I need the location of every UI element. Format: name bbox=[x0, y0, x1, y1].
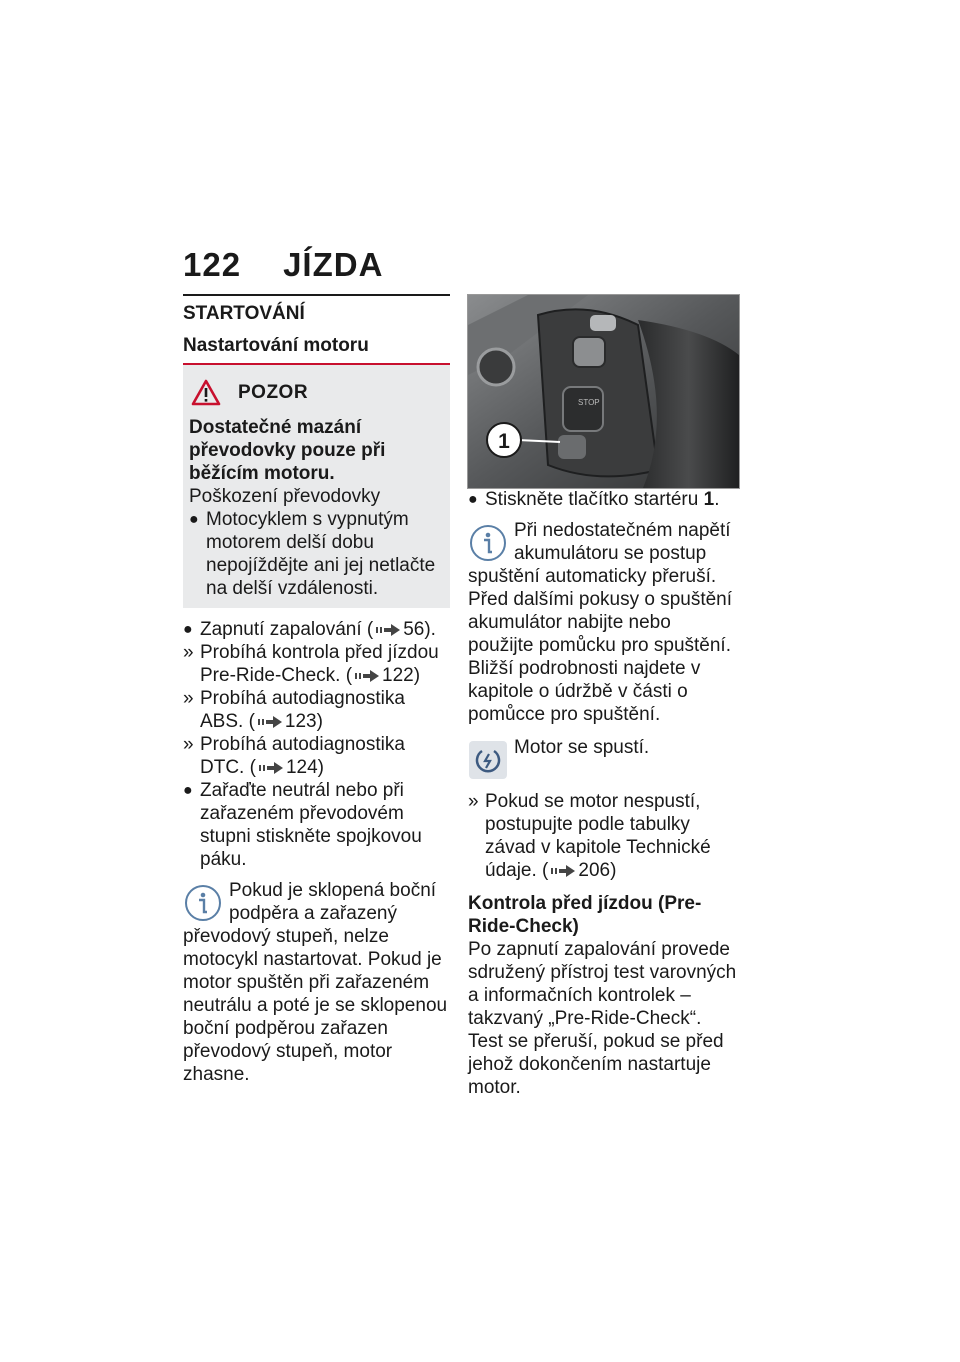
step-item: » Probíhá autodiagnostika DTC. ( 124) bbox=[183, 734, 405, 778]
section-title: STARTOVÁNÍ bbox=[183, 303, 305, 324]
stop-label: STOP bbox=[578, 398, 600, 407]
subsection-title: Nastartování motoru bbox=[183, 335, 369, 356]
prc-title: Kontrola před jízdou (Pre-Ride-Check) bbox=[468, 893, 702, 937]
page-number: 122 bbox=[183, 246, 242, 283]
figure-callout-1: 1 bbox=[498, 430, 510, 453]
note-sidestand: Pokud je sklopená boční podpěra a zařazený převodový stupeň, nelze motocykl nastartovat. Pokud je motor spuštěn při zařazeném neutrálu a poté je se sklopenou boční podpěrou zařazen převodový stupeň, motor zhasne. bbox=[183, 880, 448, 1085]
right-column bbox=[468, 488, 739, 1099]
warning-bold-text: Dostatečné mazání převodovky pouze při běžícím motoru. bbox=[189, 417, 386, 484]
page-ref-arrow-icon bbox=[551, 865, 575, 877]
page-ref-arrow-icon bbox=[376, 624, 400, 636]
step-if-not-start: » Pokud se motor nespustí, postupujte podle tabulky závad v kapitole Technické údaje. ( 206) bbox=[468, 791, 711, 881]
info-icon bbox=[183, 883, 223, 923]
step-item: » Probíhá kontrola před jízdou Pre-Ride-Check. ( 122) bbox=[183, 642, 439, 686]
step-press-starter: ● Stiskněte tlačítko startéru 1. bbox=[468, 489, 720, 510]
step-item: ● Zapnutí zapalování ( 56). bbox=[183, 619, 436, 640]
handlebar-switch-photo bbox=[467, 294, 740, 489]
page-ref-arrow-icon bbox=[355, 670, 379, 682]
warning-triangle-icon bbox=[191, 379, 221, 406]
warning-title: POZOR bbox=[238, 382, 309, 403]
left-column bbox=[183, 294, 450, 1086]
step-item: ● Zařaďte neutrál nebo při zařazeném převodovém stupni stiskněte spojkovou páku. bbox=[183, 780, 422, 870]
section-rule bbox=[183, 294, 450, 296]
page-header bbox=[183, 246, 383, 284]
warning-consequence: Poškození převodovky bbox=[189, 486, 381, 507]
page-ref-arrow-icon bbox=[258, 716, 282, 728]
warning-box bbox=[183, 365, 450, 608]
steps-list bbox=[183, 618, 450, 871]
page-ref-arrow-icon bbox=[259, 762, 283, 774]
result-engine-starts: Motor se spustí. bbox=[468, 736, 739, 782]
engine-start-result-icon bbox=[468, 740, 508, 780]
info-icon bbox=[468, 523, 508, 563]
step-item: » Probíhá autodiagnostika ABS. ( 123) bbox=[183, 688, 405, 732]
prc-text: Po zapnutí zapalování provede sdružený přístroj test varovných a informačních kontrolek – takzvaný „Pre-Ride-Check“. Test se přeruší, pokud se před jehož dokončením nastartuje motor. bbox=[468, 939, 737, 1098]
note-voltage: Při nedostatečném napětí akumulátoru se postup spuštění automaticky přeruší. Před dalšími pokusy o spuštění akumulátor nabijte nebo použijte pomůcku pro spuštění. Bližší podrobnosti najdete v kapitole o údržbě v části o pomůcce pro spuštění. bbox=[468, 520, 733, 725]
warning-bullet: ● Motocyklem s vypnutým motorem delší dobu nepojíždějte ani jej netlačte na delší vzdálenosti. bbox=[189, 509, 436, 599]
chapter-title: JÍZDA bbox=[283, 246, 384, 283]
